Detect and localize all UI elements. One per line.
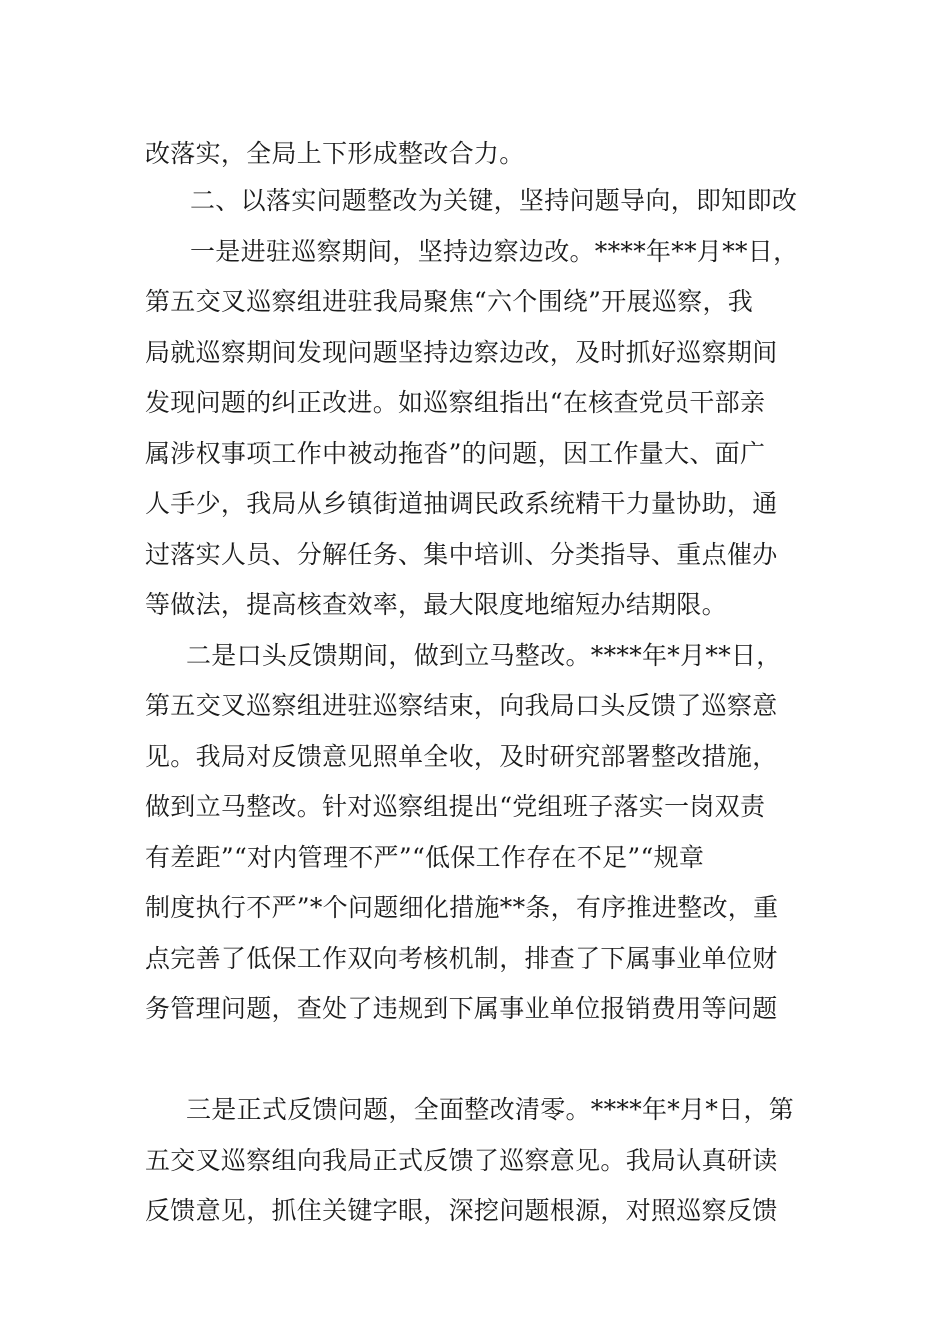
paragraph-1-line-2: 第五交叉巡察组进驻我局聚焦“六个围绕”开展巡察，我: [145, 287, 754, 316]
paragraph-1-line-8: 等做法，提高核查效率，最大限度地缩短办结期限。: [145, 590, 727, 619]
paragraph-1-line-7: 过落实人员、分解任务、集中培训、分类指导、重点催办: [145, 540, 778, 569]
paragraph-1-line-5: 属涉权事项工作中被动拖沓”的问题，因工作量大、面广: [145, 439, 766, 468]
paragraph-1-line-1: 一是进驻巡察期间，坚持边察边改。****年**月**日，: [190, 237, 799, 266]
paragraph-2-line-1: 二是口头反馈期间，做到立马整改。****年*月**日，: [186, 641, 782, 670]
paragraph-2-line-2: 第五交叉巡察组进驻巡察结束，向我局口头反馈了巡察意: [145, 691, 778, 720]
paragraph-2-line-3: 见。我局对反馈意见照单全收，及时研究部署整改措施，: [145, 742, 778, 771]
paragraph-1-line-4: 发现问题的纠正改进。如巡察组指出“在核查党员干部亲: [145, 388, 766, 417]
paragraph-2-line-6: 制度执行不严”*个问题细化措施**条，有序推进整改，重: [145, 893, 779, 922]
paragraph-1-line-3: 局就巡察期间发现问题坚持边察边改，及时抓好巡察期间: [145, 338, 778, 367]
paragraph-3-line-1: 三是正式反馈问题，全面整改清零。****年*月*日，第: [186, 1095, 795, 1124]
paragraph-2-line-8: 务管理问题，查处了违规到下属事业单位报销费用等问题: [145, 994, 778, 1023]
paragraph-1-line-6: 人手少，我局从乡镇街道抽调民政系统精干力量协助，通: [145, 489, 778, 518]
paragraph-2-line-4: 做到立马整改。针对巡察组提出“党组班子落实一岗双责: [145, 792, 766, 821]
section-heading-2: 二、以落实问题整改为关键，坚持问题导向，即知即改: [190, 186, 798, 215]
paragraph-2-line-7: 点完善了低保工作双向考核机制，排查了下属事业单位财: [145, 944, 778, 973]
paragraph-3-line-2: 五交叉巡察组向我局正式反馈了巡察意见。我局认真研读: [145, 1146, 778, 1175]
paragraph-2-line-5: 有差距”“对内管理不严”“低保工作存在不足”“规章: [145, 843, 705, 872]
paragraph-3-line-3: 反馈意见，抓住关键字眼，深挖问题根源，对照巡察反馈: [145, 1196, 778, 1225]
text-line-1: 改落实，全局上下形成整改合力。: [145, 139, 525, 168]
